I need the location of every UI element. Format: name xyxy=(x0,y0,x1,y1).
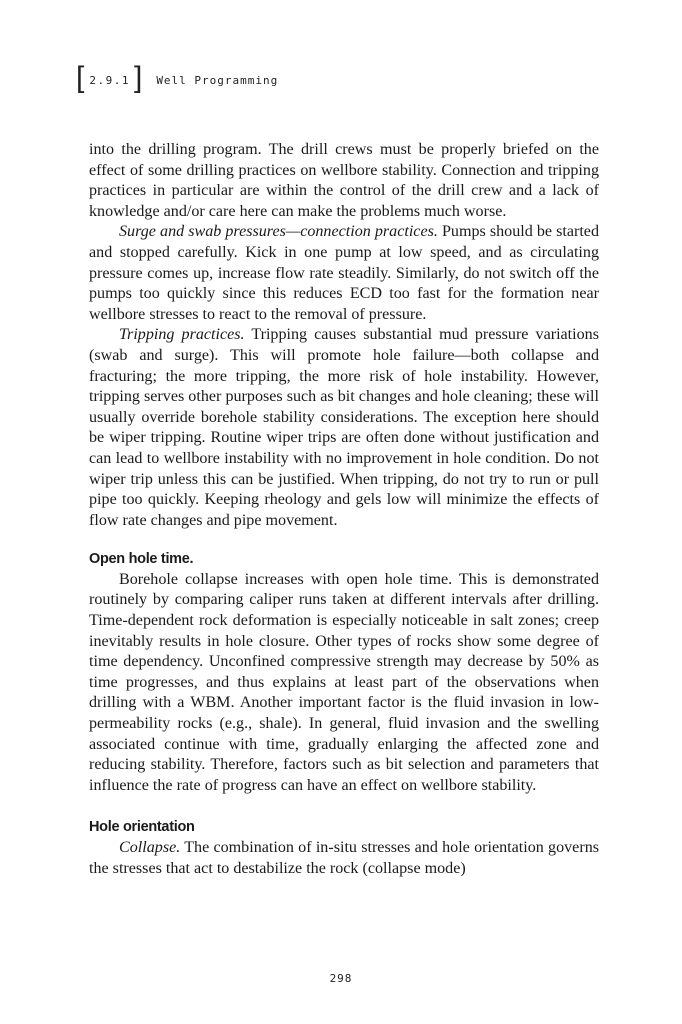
paragraph-surge-swab xyxy=(89,222,599,325)
paragraph-continuation: into the drilling program. The drill crews must be properly briefed on the effect of some drilling practices on wellbore stability. Connection and tripping practices in particular are within the control of the drill crew and a lack of knowledge and/or care here can make the problems much worse. xyxy=(89,141,599,220)
paragraph-lead-surge-swab: Surge and swab pressures—connection practices. xyxy=(119,223,438,241)
heading-open-hole-time: Open hole time. xyxy=(89,551,194,568)
paragraph-lead-tripping: Tripping practices. xyxy=(119,326,245,344)
paragraph-lead-collapse: Collapse. xyxy=(119,839,181,856)
page-body xyxy=(89,140,599,879)
paragraph-text-surge-swab: Pumps should be started and stopped carefully. Kick in one pump at low speed, and as circulating pressure comes up, increase flow rate steadily. Similarly, do not switch off the pumps too quickly since this reduces ECD too fast for the formation near wellbore stresses to react to the removal of pressure. xyxy=(89,223,599,323)
section-number: 2.9.1 xyxy=(89,73,130,87)
paragraph-text-tripping: Tripping causes substantial mud pressure variations (swab and surge). This will promote hole failure—both collapse and fracturing; the more tripping, the more risk of hole instability. However, tripping serves other purposes such as bit changes and hole cleaning; these will usually override borehole stability considerations. The exception here should be wiper tripping. Routine wiper trips are often done without justification and can lead to wellbore instability with no improvement in hole condition. Do not wiper trip unless this can be justified. When tripping, do not try to run or pull pipe too quickly. Keeping rheology and gels low will minimize the effects of flow rate changes and pipe movement. xyxy=(89,326,599,529)
paragraph-tripping xyxy=(89,325,599,531)
paragraph-open-hole-time: Borehole collapse increases with open hole time. This is demonstrated routinely by comparing caliper runs taken at different intervals after drilling. Time-dependent rock deformation is especially noticeable in salt zones; creep inevitably results in hole closure. Other types of rocks show some degree of time dependency. Unconfined compressive strength may decrease by 50% as time progresses, and thus explains at least part of the observations when drilling with a WBM. Another important factor is the fluid invasion in low-permeability rocks (e.g., shale). In general, fluid invasion and the swelling associated continue with time, gradually enlarging the affected zone and reducing stability. Therefore, factors such as bit selection and parameters that influence the rate of progress can have an effect on wellbore stability. xyxy=(89,570,599,794)
bracket-close: ] xyxy=(133,61,143,94)
paragraph-text-collapse: The combination of in-situ stresses and hole orientation governs the stresses that act to destabilize the rock (collapse mode) xyxy=(89,839,599,877)
paragraph-collapse xyxy=(89,838,599,879)
section-title: Well Programming xyxy=(156,73,279,87)
bracket-open: [ xyxy=(76,61,85,94)
running-head xyxy=(76,61,279,96)
page-number: 298 xyxy=(329,972,353,985)
heading-hole-orientation: Hole orientation xyxy=(89,819,195,836)
